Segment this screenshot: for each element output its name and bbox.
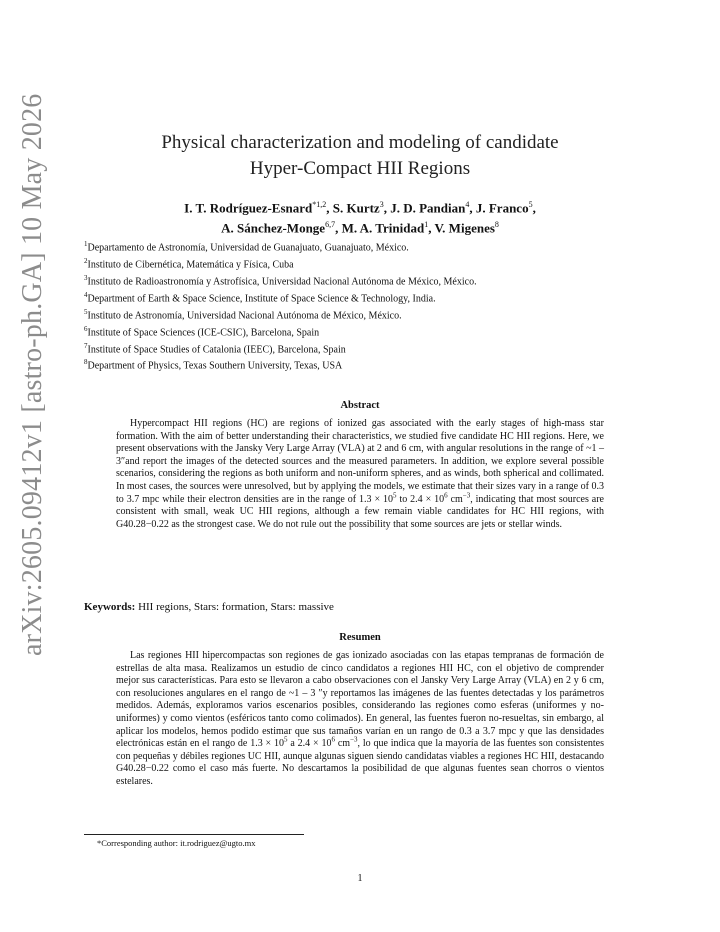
author-affiliation-mark: 8 bbox=[494, 220, 499, 230]
affiliation-number: 1 bbox=[84, 240, 88, 248]
author-name: J. Franco bbox=[475, 200, 529, 216]
author-line-1 bbox=[0, 196, 720, 216]
abstract-body bbox=[116, 418, 604, 531]
affiliation-text: Instituto de Astronomía, Universidad Nacional Autónoma de México, México. bbox=[87, 310, 402, 322]
resumen-text: , lo que indica que la mayoría de las fuentes son consistentes con pequeñas y débiles regiones UC HII, aunque algunas siguen siendo candidatas viables a regiones HC HII, destacando G40.28−0.22 como el caso más fuerte. No descartamos la posibilidad de que algunas fuentes sean chorros o vientos estelares. bbox=[116, 738, 604, 787]
paper-title bbox=[0, 130, 720, 182]
abstract-text: cm bbox=[447, 493, 463, 505]
affiliation-number: 4 bbox=[84, 290, 88, 299]
resumen-text: cm bbox=[335, 738, 351, 750]
author-separator: , bbox=[335, 220, 342, 236]
author-separator: , bbox=[469, 200, 476, 216]
abstract-text: , indicating that most sources are consistent with small, weak UC HII regions, although a few remain viable candidates for HC HII regions, with G40.28−0.22 as the strongest case. We do not rule out the possibility that some sources are jets or stellar winds. bbox=[116, 493, 604, 530]
author-line-2 bbox=[0, 216, 720, 236]
author-separator: , bbox=[428, 220, 435, 236]
abstract-text: Hypercompact HII regions (HC) are regions of ionized gas associated with the early stages of high-mass star formation. With the aim of better understanding their characteristics, we studied five candidate HC HII regions. Here, we present observations with the Jansky Very Large Array (VLA) at 2 and 6 cm, with angular resolutions in the range of ~1 – 3″and report the images of the detected sources and the measured parameters. In addition, we explore several possible scenarios, considering the regions as both uniform and non-uniform spheres, and as winds, both spherical and collimated. In most cases, the sources were unresolved, but by applying the models, we estimate that their sizes vary in a range of 0.3 to 3.7 mpc while their electron densities are in the range of 1.3 × 10 bbox=[116, 418, 604, 505]
author-name: A. Sánchez-Monge bbox=[221, 220, 326, 236]
affiliation-number: 8 bbox=[84, 358, 88, 367]
author-name: I. T. Rodríguez-Esnard bbox=[184, 200, 313, 216]
author-separator: , bbox=[326, 200, 333, 216]
affiliation-item bbox=[84, 340, 644, 357]
affiliation-number: 3 bbox=[84, 273, 88, 282]
affiliation-item bbox=[84, 255, 644, 272]
affiliation-text: Instituto de Radioastronomía y Astrofísica, Universidad Nacional Autónoma de México, México. bbox=[87, 276, 477, 288]
author-affiliation-mark: 3 bbox=[379, 200, 384, 209]
affiliation-number: 6 bbox=[84, 324, 88, 333]
author-name: M. A. Trinidad bbox=[341, 220, 425, 236]
resumen-body bbox=[116, 650, 604, 789]
corresponding-author-footnote: *Corresponding author: it.rodriguez@ugto.mx bbox=[97, 838, 256, 848]
author-affiliation-mark: 4 bbox=[465, 200, 470, 209]
resumen-text: Las regiones HII hipercompactas son regiones de gas ionizado asociadas con las etapas tempranas de formación de estrellas de alta masa. Realizamos un estudio de cinco candidatos a regiones HII HC, con el objetivo de comprender mejor sus características. Para esto se llevaron a cabo observaciones con el Jansky Very Large Array (VLA) en 2 y 6 cm, con resoluciones angulares en el rango de ~1 – 3 ″y reportamos las imágenes de las fuentes detectadas y los parámetros medidos. Además, exploramos varios escenarios posibles, considerando las regiones como esferas (uniformes y no-uniformes) y como vientos (esféricos tanto como colimados). En general, las fuentes fueron no-resueltas, sin embargo, al aplicar los modelos, hemos podido estimar que sus tamaños varían en un rango de 0.3 a 3.7 mpc y que las densidades electrónicas están en el rango de 1.3 × 10 bbox=[116, 650, 604, 750]
author-name: J. D. Pandian bbox=[390, 200, 466, 216]
footnote-divider bbox=[84, 834, 304, 835]
abstract-exponent: 6 bbox=[444, 491, 448, 500]
resumen-exponent: 5 bbox=[284, 735, 288, 744]
author-separator: , bbox=[532, 200, 536, 216]
affiliation-item bbox=[84, 289, 644, 306]
title-line-1: Physical characterization and modeling of candidate bbox=[161, 132, 559, 153]
affiliation-number: 7 bbox=[84, 341, 88, 350]
affiliation-text: Departamento de Astronomía, Universidad de Guanajuato, Guanajuato, México. bbox=[87, 242, 409, 254]
resumen-text: a 2.4 × 10 bbox=[287, 738, 332, 750]
affiliation-item bbox=[84, 238, 644, 255]
page-number: 1 bbox=[357, 873, 363, 884]
affiliation-text: Institute of Space Studies of Catalonia (IEEC), Barcelona, Spain bbox=[87, 343, 346, 355]
affiliation-text: Instituto de Cibernética, Matemática y Física, Cuba bbox=[87, 259, 294, 271]
affiliation-number: 2 bbox=[84, 256, 88, 265]
keywords-text: HII regions, Stars: formation, Stars: massive bbox=[135, 601, 334, 613]
affiliation-item bbox=[84, 356, 644, 373]
keywords-label: Keywords: bbox=[84, 601, 136, 613]
abstract-text: to 2.4 × 10 bbox=[396, 493, 445, 505]
author-affiliation-mark: 5 bbox=[528, 200, 533, 209]
author-name: V. Migenes bbox=[434, 220, 495, 236]
affiliation-number: 5 bbox=[84, 307, 88, 316]
affiliation-list bbox=[84, 238, 644, 373]
arxiv-identifier: arXiv:2605.09412v1 [astro-ph.GA] 10 May 2026 bbox=[17, 93, 48, 656]
resumen-exponent: 6 bbox=[331, 735, 335, 744]
title-line-2: Hyper-Compact HII Regions bbox=[249, 158, 471, 179]
resumen-heading: Resumen bbox=[339, 632, 381, 643]
author-name: S. Kurtz bbox=[332, 200, 380, 216]
author-affiliation-mark: *1,2 bbox=[312, 200, 327, 209]
affiliation-item bbox=[84, 323, 644, 340]
affiliation-text: Department of Physics, Texas Southern University, Texas, USA bbox=[87, 360, 343, 372]
author-separator: , bbox=[383, 200, 391, 216]
affiliation-text: Institute of Space Sciences (ICE-CSIC), Barcelona, Spain bbox=[87, 326, 320, 338]
abstract-heading: Abstract bbox=[340, 400, 380, 411]
affiliation-text: Department of Earth & Space Science, Institute of Space Science & Technology, India. bbox=[87, 293, 436, 305]
affiliation-item bbox=[84, 272, 644, 289]
keywords bbox=[84, 601, 334, 613]
author-affiliation-mark: 1 bbox=[424, 220, 429, 230]
resumen-exponent: −3 bbox=[350, 735, 358, 744]
author-list bbox=[0, 196, 720, 237]
abstract-exponent: 5 bbox=[393, 491, 397, 500]
abstract-exponent: −3 bbox=[462, 491, 471, 500]
author-affiliation-mark: 6,7 bbox=[325, 220, 336, 230]
affiliation-item bbox=[84, 306, 644, 323]
